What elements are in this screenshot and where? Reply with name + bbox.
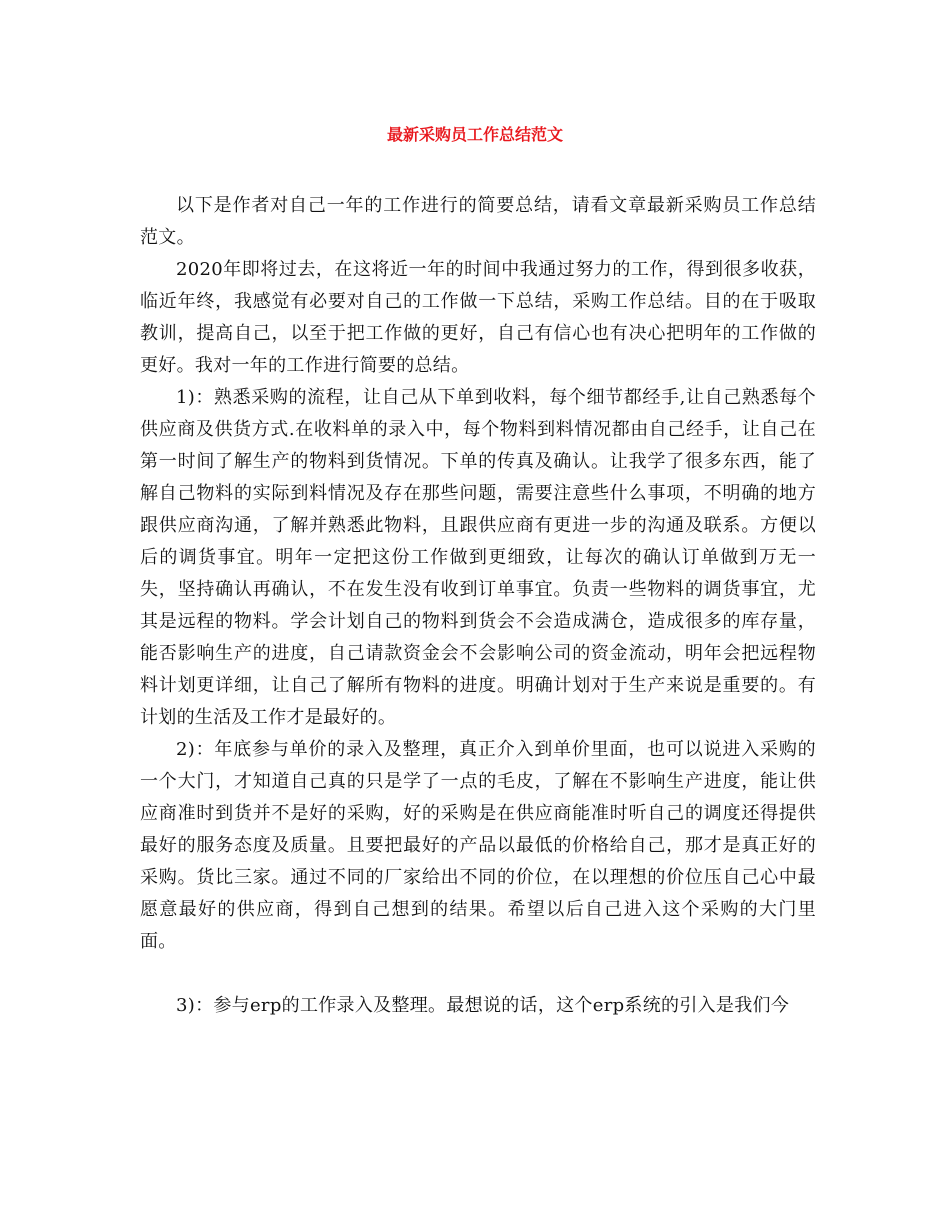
paragraph-overview: 2020年即将过去，在这将近一年的时间中我通过努力的工作，得到很多收获，临近年终，我感觉有必要对自己的工作做一下总结，采购工作总结。目的在于吸取教训，提高自己，以至于把工作做的更好，自己有信心也有决心把明年的工作做的更好。我对一年的工作进行简要的总结。 xyxy=(140,259,816,376)
paragraph-intro: 以下是作者对自己一年的工作进行的简要总结，请看文章最新采购员工作总结范文。 xyxy=(140,195,816,248)
document-body xyxy=(140,190,816,1022)
document-title: 最新采购员工作总结范文 xyxy=(386,125,563,144)
paragraph-point-1: 1)：熟悉采购的流程，让自己从下单到收料，每个细节都经手,让自己熟悉每个供应商及供货方式.在收料单的录入中，每个物料到料情况都由自己经手，让自己在第一时间了解生产的物料到货情况。下单的传真及确认。让我学了很多东西，能了解自己物料的实际到料情况及存在那些问题，需要注意些什么事项，不明确的地方跟供应商沟通，了解并熟悉此物料，且跟供应商有更进一步的沟通及联系。方便以后的调货事宜。明年一定把这份工作做到更细致，让每次的确认订单做到万无一失，坚持确认再确认，不在发生没有收到订单事宜。负责一些物料的调货事宜，尤其是远程的物料。学会计划自己的物料到货会不会造成满仓，造成很多的库存量，能否影响生产的进度，自己请款资金会不会影响公司的资金流动，明年会把远程物料计划更详细，让自己了解所有物料的进度。明确计划对于生产来说是重要的。有计划的生活及工作才是最好的。 xyxy=(140,387,816,728)
paragraph-point-3: 3)：参与erp的工作录入及整理。最想说的话，这个erp系统的引入是我们今 xyxy=(176,995,790,1016)
paragraph-point-2: 2)：年底参与单价的录入及整理，真正介入到单价里面，也可以说进入采购的一个大门，才知道自己真的只是学了一点的毛皮，了解在不影响生产进度，能让供应商准时到货并不是好的采购，好的采购是在供应商能准时听自己的调度还得提供最好的服务态度及质量。且要把最好的产品以最低的价格给自己，那才是真正好的采购。货比三家。通过不同的厂家给出不同的价位，在以理想的价位压自己心中最愿意最好的供应商，得到自己想到的结果。希望以后自己进入这个采购的大门里面。 xyxy=(140,739,816,952)
